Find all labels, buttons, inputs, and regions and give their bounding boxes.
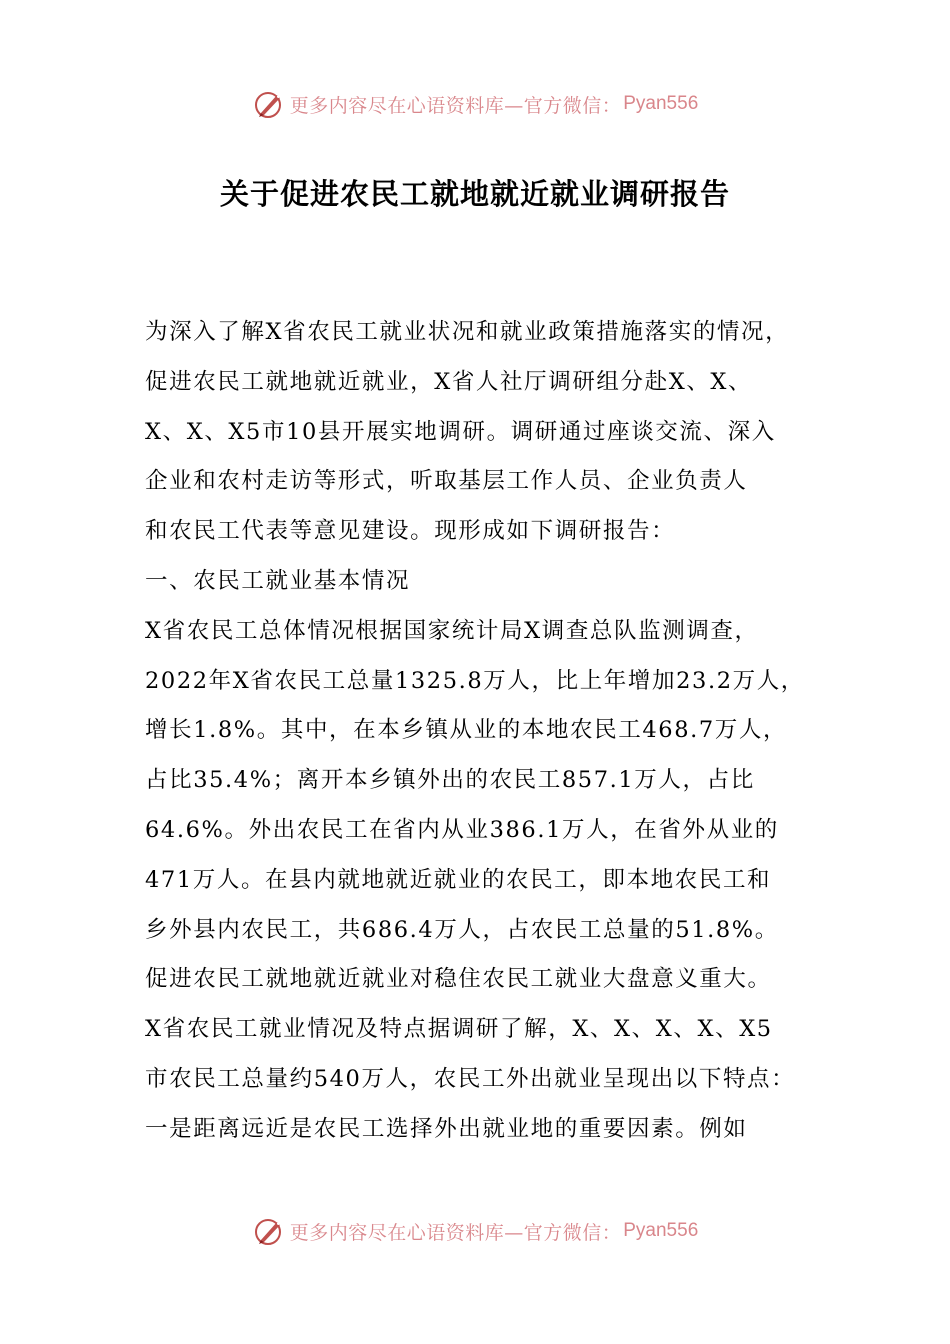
pen-logo-icon: [252, 1214, 286, 1248]
body-line: 和农民工代表等意见建设。现形成如下调研报告：: [145, 518, 676, 545]
body-line: 促进农民工就地就近就业，X省人社厅调研组分赴X、X、: [145, 368, 753, 395]
body-line: 市农民工总量约540万人，农民工外出就业呈现出以下特点：: [145, 1065, 796, 1092]
body-line: 为深入了解X省农民工就业状况和就业政策措施落实的情况，: [145, 319, 790, 345]
section-heading: 一、农民工就业基本情况: [145, 567, 411, 594]
footer-watermark: [0, 1211, 950, 1251]
watermark-wechat-id: Pyan556: [623, 1220, 699, 1241]
body-line: 企业和农村走访等形式，听取基层工作人员、企业负责人: [145, 468, 748, 495]
body-line: 471万人。在县内就地就近就业的农民工，即本地农民工和: [145, 866, 772, 893]
body-line: 增长1.8%。其中，在本乡镇从业的本地农民工468.7万人，: [145, 717, 788, 744]
body-line: 乡外县内农民工，共686.4万人，占农民工总量的51.8%。: [145, 916, 779, 943]
header-watermark: [0, 84, 950, 124]
body-line: X省农民工总体情况根据国家统计局X调查总队监测调查，: [145, 617, 759, 644]
body-line: 占比35.4%；离开本乡镇外出的农民工857.1万人，占比: [145, 767, 755, 794]
watermark-wechat-id: Pyan556: [623, 93, 699, 114]
watermark-text: 更多内容尽在心语资料库—官方微信：: [289, 94, 622, 117]
body-line: X、X、X5市10县开展实地调研。调研通过座谈交流、深入: [145, 418, 776, 445]
body-line: 64.6%。外出农民工在省内从业386.1万人，在省外从业的: [145, 816, 779, 843]
body-line: 一是距离远近是农民工选择外出就业地的重要因素。例如: [145, 1115, 748, 1142]
watermark-text: 更多内容尽在心语资料库—官方微信：: [289, 1221, 622, 1244]
body-line: 促进农民工就地就近就业对稳住农民工就业大盘意义重大。: [145, 966, 772, 993]
body-line: 2022年X省农民工总量1325.8万人，比上年增加23.2万人，: [145, 667, 805, 694]
body-line: X省农民工就业情况及特点据调研了解，X、X、X、X、X5: [145, 1016, 773, 1043]
pen-logo-icon: [252, 87, 286, 121]
document-title: 关于促进农民工就地就近就业调研报告: [219, 177, 730, 211]
document-body: [145, 308, 813, 1155]
